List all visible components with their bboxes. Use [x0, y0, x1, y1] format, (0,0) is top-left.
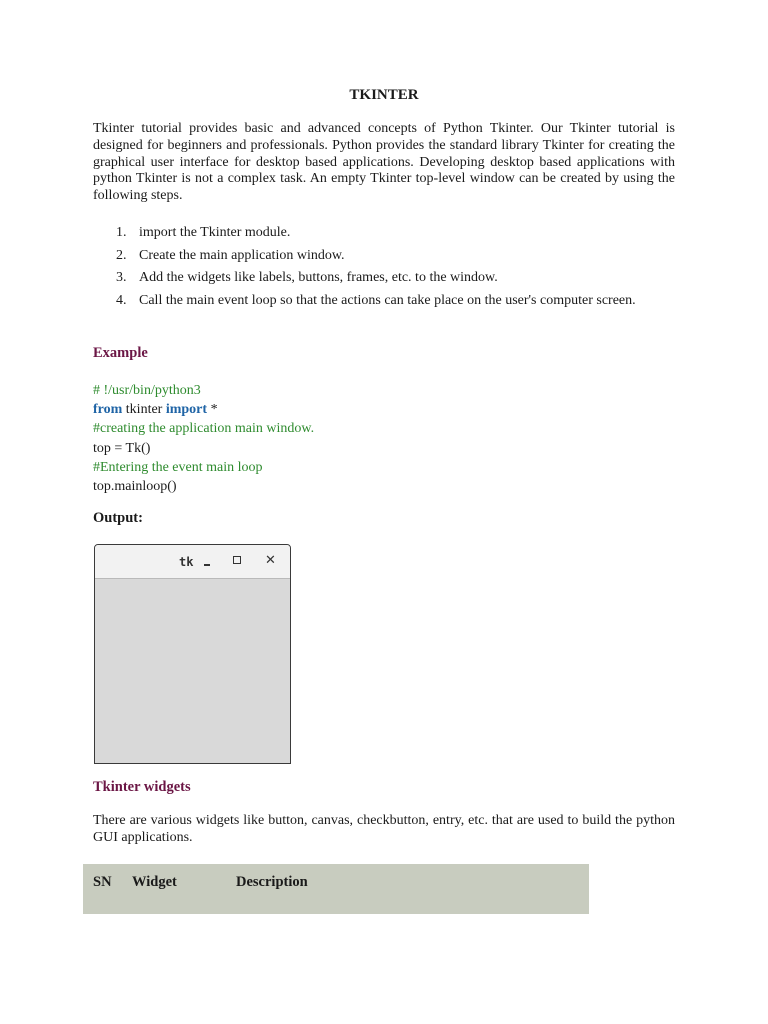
table-header-sn: SN — [93, 874, 112, 890]
code-line-comment-loop: #Entering the event main loop — [93, 459, 263, 475]
table-header-widget: Widget — [132, 874, 177, 890]
tk-window-body — [95, 579, 290, 763]
list-item-text: Add the widgets like labels, buttons, frames, etc. to the window. — [139, 270, 498, 285]
table-header-description: Description — [236, 874, 308, 890]
list-item-number: 2. — [116, 247, 127, 263]
widget-table-header — [83, 864, 589, 914]
list-item — [93, 246, 675, 266]
code-keyword-import: import — [165, 402, 208, 418]
widgets-paragraph: There are various widgets like button, canvas, checkbutton, entry, etc. that are used to build the python GUI applications. — [93, 813, 675, 845]
close-icon: ✕ — [265, 553, 276, 568]
output-label: Output: — [93, 510, 143, 526]
list-item-number: 1. — [116, 225, 127, 240]
maximize-icon — [233, 556, 241, 564]
code-line-shebang: # !/usr/bin/python3 — [93, 383, 201, 398]
list-item-text: Call the main event loop so that the actions can take place on the user's computer screen. — [139, 292, 636, 308]
list-item — [93, 268, 675, 288]
list-item — [93, 291, 675, 311]
tk-window-titlebar — [95, 545, 290, 579]
tk-window-title: tk — [179, 555, 194, 569]
page-title: TKINTER — [349, 87, 419, 103]
code-keyword-from: from — [93, 402, 123, 418]
list-item-text: Create the main application window. — [139, 247, 345, 263]
intro-paragraph: Tkinter tutorial provides basic and advanced concepts of Python Tkinter. Our Tkinter tutorial is designed for beginners and professionals. Python provides the standard library Tkinter for creating the graphical user interface for desktop based applications. Developing desktop based applications with python Tkinter is not a complex task. An empty Tkinter top-level window can be created by using the following steps. — [93, 121, 675, 204]
list-item — [93, 223, 675, 243]
code-line-mainloop: top.mainloop() — [93, 479, 177, 495]
code-block — [93, 381, 314, 496]
tk-window-screenshot — [94, 544, 291, 764]
list-item-number: 4. — [116, 292, 127, 308]
code-module-name: tkinter — [122, 402, 166, 418]
code-line-import — [93, 400, 314, 419]
code-line-comment-create: #creating the application main window. — [93, 421, 315, 437]
code-line-create: top = Tk() — [93, 440, 151, 456]
example-heading: Example — [93, 345, 148, 361]
list-item-text: import the Tkinter module. — [139, 225, 291, 240]
widgets-heading: Tkinter widgets — [93, 779, 191, 795]
list-item-number: 3. — [116, 270, 127, 285]
code-import-star: * — [207, 402, 218, 418]
steps-list — [93, 223, 675, 313]
minimize-icon — [201, 554, 215, 568]
